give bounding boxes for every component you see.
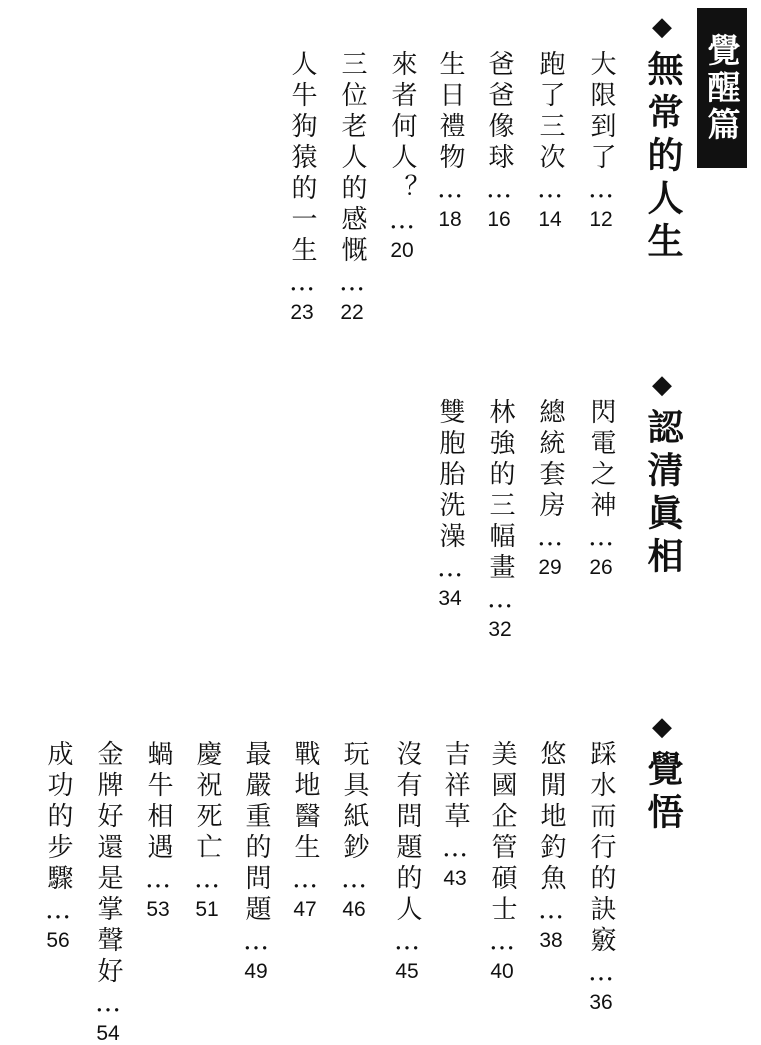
leader-dots: … bbox=[192, 864, 222, 899]
page-number: 32 bbox=[488, 618, 512, 641]
section-heading-text: 認清眞相 bbox=[642, 408, 683, 580]
toc-entry[interactable] bbox=[537, 398, 563, 578]
page-number: 16 bbox=[487, 208, 511, 231]
page-number: 18 bbox=[438, 208, 462, 231]
leader-dots: … bbox=[485, 584, 515, 619]
toc-entry[interactable] bbox=[289, 50, 315, 323]
toc-entry[interactable] bbox=[588, 398, 614, 578]
leader-dots: … bbox=[535, 174, 565, 209]
entry-title: 慶祝死亡 bbox=[192, 740, 222, 864]
page-number: 22 bbox=[340, 301, 364, 324]
entry-title: 閃電之神 bbox=[586, 398, 616, 522]
toc-entry[interactable] bbox=[487, 398, 513, 640]
entry-title: 人牛狗猿的一生 bbox=[287, 50, 317, 267]
toc-entry[interactable] bbox=[95, 740, 121, 1044]
entry-title: 玩具紙鈔 bbox=[339, 740, 369, 864]
page-number: 47 bbox=[293, 898, 317, 921]
toc-entry[interactable] bbox=[341, 740, 367, 920]
leader-dots: … bbox=[586, 957, 616, 992]
entry-title: 吉祥草 bbox=[440, 740, 470, 833]
page-number: 54 bbox=[96, 1022, 120, 1045]
entry-title: 大限到了 bbox=[586, 50, 616, 174]
page-number: 45 bbox=[395, 960, 419, 983]
toc-entry[interactable] bbox=[588, 50, 614, 230]
toc-entry[interactable] bbox=[437, 398, 463, 609]
section-heading-3 bbox=[642, 712, 683, 836]
page-number: 53 bbox=[146, 898, 170, 921]
entry-title: 總統套房 bbox=[535, 398, 565, 522]
toc-entry[interactable] bbox=[45, 740, 71, 951]
entry-title: 生日禮物 bbox=[435, 50, 465, 174]
leader-dots: … bbox=[440, 833, 470, 868]
page-number: 29 bbox=[538, 556, 562, 579]
entry-title: 沒有問題的人 bbox=[392, 740, 422, 926]
toc-entry[interactable] bbox=[243, 740, 269, 982]
toc-entry[interactable] bbox=[538, 740, 564, 951]
entry-title: 蝸牛相遇 bbox=[143, 740, 173, 864]
page-number: 56 bbox=[46, 929, 70, 952]
toc-entry[interactable] bbox=[588, 740, 614, 1013]
entry-title: 金牌好還是掌聲好 bbox=[93, 740, 123, 988]
diamond-icon: ◆ bbox=[647, 712, 677, 742]
toc-entry[interactable] bbox=[389, 50, 415, 261]
section-heading-text: 無常的人生 bbox=[642, 50, 683, 265]
leader-dots: … bbox=[435, 174, 465, 209]
toc-entry[interactable] bbox=[194, 740, 220, 920]
leader-dots: … bbox=[435, 553, 465, 588]
page-number: 49 bbox=[244, 960, 268, 983]
section-heading-text: 覺悟 bbox=[642, 750, 683, 836]
section-heading-1 bbox=[642, 12, 683, 265]
leader-dots: … bbox=[392, 926, 422, 961]
leader-dots: … bbox=[337, 267, 367, 302]
entry-title: 成功的步驟 bbox=[43, 740, 73, 895]
entry-title: 雙胞胎洗澡 bbox=[435, 398, 465, 553]
page-number: 40 bbox=[490, 960, 514, 983]
entry-title: 來者何人？ bbox=[387, 50, 417, 205]
entry-title: 跑了三次 bbox=[535, 50, 565, 174]
toc-entry[interactable] bbox=[537, 50, 563, 230]
toc-entry[interactable] bbox=[489, 740, 515, 982]
entry-title: 林強的三幅畫 bbox=[485, 398, 515, 584]
page-number: 34 bbox=[438, 587, 462, 610]
entry-title: 戰地醫生 bbox=[290, 740, 320, 864]
toc-entry[interactable] bbox=[437, 50, 463, 230]
toc-entry[interactable] bbox=[339, 50, 365, 323]
toc-entry[interactable] bbox=[394, 740, 420, 982]
entry-title: 爸爸像球 bbox=[484, 50, 514, 174]
diamond-icon: ◆ bbox=[647, 370, 677, 400]
entry-title: 踩水而行的訣竅 bbox=[586, 740, 616, 957]
leader-dots: … bbox=[586, 522, 616, 557]
leader-dots: … bbox=[484, 174, 514, 209]
leader-dots: … bbox=[387, 205, 417, 240]
toc-entry[interactable] bbox=[486, 50, 512, 230]
leader-dots: … bbox=[487, 926, 517, 961]
entry-title: 最嚴重的問題 bbox=[241, 740, 271, 926]
section-heading-2 bbox=[642, 370, 683, 580]
leader-dots: … bbox=[536, 895, 566, 930]
page-number: 26 bbox=[589, 556, 613, 579]
entry-title: 三位老人的感慨 bbox=[337, 50, 367, 267]
page-number: 36 bbox=[589, 991, 613, 1014]
page-number: 12 bbox=[589, 208, 613, 231]
page-number: 43 bbox=[443, 867, 467, 890]
leader-dots: … bbox=[93, 988, 123, 1023]
leader-dots: … bbox=[339, 864, 369, 899]
leader-dots: … bbox=[535, 522, 565, 557]
page-number: 14 bbox=[538, 208, 562, 231]
leader-dots: … bbox=[287, 267, 317, 302]
page-number: 51 bbox=[195, 898, 219, 921]
page-number: 20 bbox=[390, 239, 414, 262]
entry-title: 悠閒地釣魚 bbox=[536, 740, 566, 895]
page-number: 23 bbox=[290, 301, 314, 324]
leader-dots: … bbox=[43, 895, 73, 930]
leader-dots: … bbox=[143, 864, 173, 899]
leader-dots: … bbox=[290, 864, 320, 899]
page-number: 46 bbox=[342, 898, 366, 921]
page-title: 覺醒篇 bbox=[697, 8, 747, 168]
diamond-icon: ◆ bbox=[647, 12, 677, 42]
toc-entry[interactable] bbox=[442, 740, 468, 889]
toc-entry[interactable] bbox=[292, 740, 318, 920]
leader-dots: … bbox=[586, 174, 616, 209]
page-number: 38 bbox=[539, 929, 563, 952]
toc-entry[interactable] bbox=[145, 740, 171, 920]
entry-title: 美國企管碩士 bbox=[487, 740, 517, 926]
leader-dots: … bbox=[241, 926, 271, 961]
